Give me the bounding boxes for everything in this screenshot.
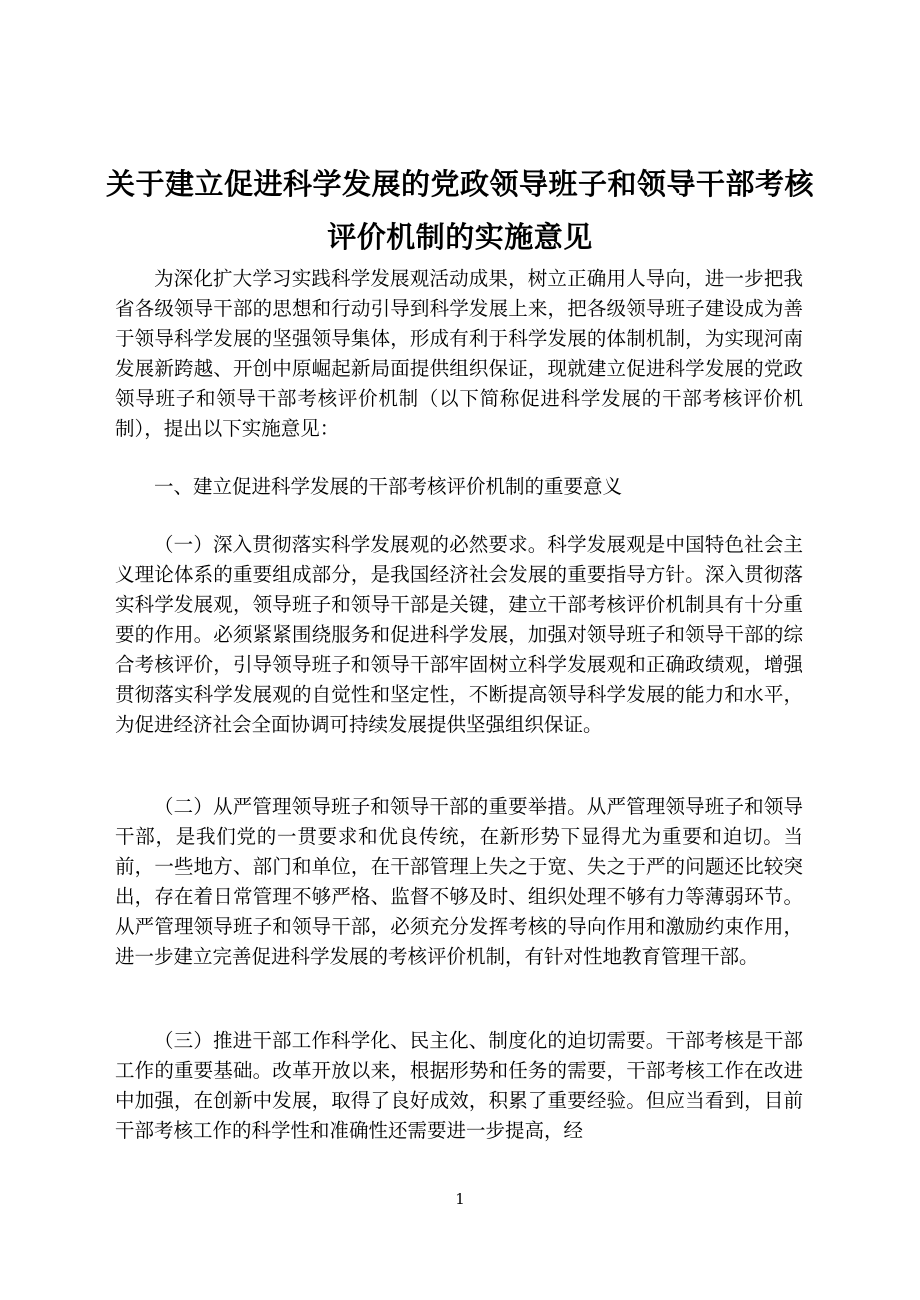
page-number: 1 — [455, 1190, 465, 1208]
document-title-line-1: 关于建立促进科学发展的党政领导班子和领导干部考核 — [105, 167, 814, 201]
document-title-line-2: 评价机制的实施意见 — [327, 220, 593, 254]
subsection-1-paragraph: （一）深入贯彻落实科学发展观的必然要求。科学发展观是中国特色社会主义理论体系的重要组成部分，是我国经济社会发展的重要指导方针。深入贯彻落实科学发展观，领导班子和领导干部是关键，建立干部考核评价机制具有十分重要的作用。必须紧紧围绕服务和促进科学发展，加强对领导班子和领导干部的综合考核评价，引导领导班子和领导干部牢固树立科学发展观和正确政绩观，增强贯彻落实科学发展观的自觉性和坚定性，不断提高领导科学发展的能力和水平，为促进经济社会全面协调可持续发展提供坚强组织保证。 — [115, 533, 803, 736]
subsection-2-paragraph: （二）从严管理领导班子和领导干部的重要举措。从严管理领导班子和领导干部，是我们党的一贯要求和优良传统，在新形势下显得尤为重要和迫切。当前，一些地方、部门和单位，在干部管理上失之于宽、失之于严的问题还比较突出，存在着日常管理不够严格、监督不够及时、组织处理不够有力等薄弱环节。从严管理领导班子和领导干部，必须充分发挥考核的导向作用和激励约束作用，进一步建立完善促进科学发展的考核评价机制，有针对性地教育管理干部。 — [115, 795, 803, 968]
intro-paragraph: 为深化扩大学习实践科学发展观活动成果，树立正确用人导向，进一步把我省各级领导干部的思想和行动引导到科学发展上来，把各级领导班子建设成为善于领导科学发展的坚强领导集体，形成有利于科学发展的体制机制，为实现河南发展新跨越、开创中原崛起新局面提供组织保证，现就建立促进科学发展的党政领导班子和领导干部考核评价机制（以下简称促进科学发展的干部考核评价机制），提出以下实施意见： — [115, 267, 803, 440]
section-1-heading: 一、建立促进科学发展的干部考核评价机制的重要意义 — [154, 475, 623, 498]
subsection-3-paragraph: （三）推进干部工作科学化、民主化、制度化的迫切需要。干部考核是干部工作的重要基础。改革开放以来，根据形势和任务的需要，干部考核工作在改进中加强，在创新中发展，取得了良好成效，积累了重要经验。但应当看到，目前干部考核工作的科学性和准确性还需要进一步提高，经 — [115, 1029, 803, 1142]
